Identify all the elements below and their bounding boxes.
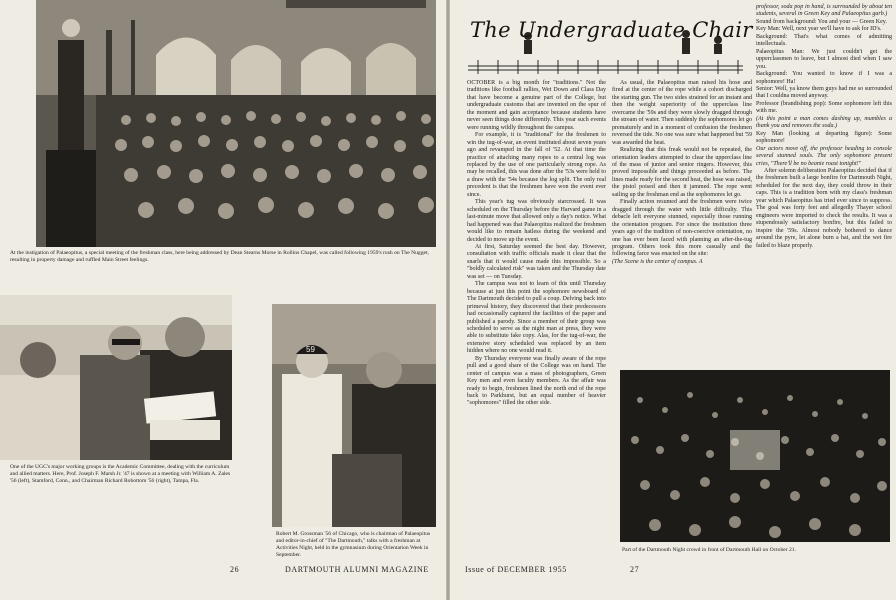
dartmouth-night-crowd-photo bbox=[620, 370, 890, 542]
paragraph: OCTOBER is a big month for "traditions." Not the traditions like football rallies, Wet Down and Class Day that have become a genuine part of the College, but undergraduate customs that are invented on the spur of the moment and gain acceptance because students have never seen things done differently. This year such events were running wildly throughout the campus. bbox=[467, 80, 606, 131]
main-photo-caption: At the instigation of Palaeopitus, a special meeting of the freshman class, here being addressed by Dean Stearns Morse in Rollins Chapel, was called following 1959's rush on The Nugget, resulting in property damage and ruffled Main Street feelings. bbox=[10, 250, 429, 263]
paragraph: Senior: Well, ya know them guys had me so surrounded that I couldna moved anyway. bbox=[756, 85, 892, 100]
assembly-photo bbox=[36, 0, 436, 247]
committee-photo bbox=[0, 295, 232, 460]
left-page bbox=[0, 0, 446, 600]
article-column-2 bbox=[612, 80, 752, 266]
committee-photo-caption: One of the UGC's major working groups is the Academic Committee, dealing with the curriculum and allied matters. Here, Prof. Joseph F. Marsh Jr. '47 is shown at a meeting with William A. Zales '56 (left), Stamford, Conn., and Chairman Richard Robottom '56 (right), Tampa, Fla. bbox=[10, 464, 231, 484]
magazine-title-footer: DARTMOUTH ALUMNI MAGAZINE bbox=[285, 565, 429, 574]
svg-text:59: 59 bbox=[306, 345, 315, 354]
article-column-3 bbox=[756, 4, 892, 250]
right-page-number: 27 bbox=[630, 565, 640, 574]
paragraph: Realizing that this freak would not be repeated, the orientation leaders attempted to clear the upperclass line of the mass of junior and senior ringers. However, this proved impossible and things proceeded as before. The lines made ready for the second heat, the hose was raised, the pistol poised and then it jammed. The rope went sailing up the freshman end as the sophomores let go. bbox=[612, 147, 752, 198]
left-page-number: 26 bbox=[230, 565, 240, 574]
article-column-1 bbox=[467, 80, 606, 408]
paragraph: By Thursday everyone was finally aware of the rope pull and a good share of the College was on hand. The center of campus was a mass of photographers, Green Key men and even faculty members. As the affair was ready to begin, freshmen lined the north end of the rope back to Parkhurst, but an equal number of heavier "sophomores" filled the other side. bbox=[467, 355, 606, 407]
paragraph: (At this point a man comes dashing up, mumbles a thank you and removes the soda.) bbox=[756, 115, 892, 130]
paragraph: The campus was not to learn of this until Thursday because at just this point the sophomore newsboard of The Dartmouth decided to pull a coup. Delving back into primeval history, they discovered that their predecessors had occasionally captured the facilities of the paper and published a parody. Since a member of their group was scheduled to serve as the night man at press, they were able to substitute fake copy. Alas, for the tug-of-war, the extensive story scheduled was replaced by an item hidden where no one would read it. bbox=[467, 281, 606, 355]
right-page bbox=[450, 0, 896, 600]
paragraph: This year's tug was obviously starcrossed. It was scheduled on the Thursday before the Harvard game in a last-minute move that allowed only a day's notice. What had happened was that Palaeopitus realized the freshmen would like to remain hatless during the weekend and decided to move up the event. bbox=[467, 199, 606, 243]
paragraph: (The Scene is the center of campus. A bbox=[612, 258, 703, 265]
paragraph: Background: You wanted to know if I was a sophomore! Ha! bbox=[756, 71, 892, 85]
paragraph: Key Man: Well, next year we'll have to ask for ID's. bbox=[756, 26, 882, 33]
issue-date-footer: Issue of DECEMBER 1955 bbox=[465, 565, 567, 574]
paragraph: Our actors move off, the professor heading to console several stunned souls. The only sophomore present cries, "There'll be no beanie roast tonight!" bbox=[756, 145, 892, 167]
activities-night-caption: Robert M. Grossman '56 of Chicago, who is chairman of Palaeopitus and editor-in-chief of "The Dartmouth," talks with a freshman at Activities Night, held in the gymnasium during Orientation Week in September. bbox=[276, 531, 431, 558]
paragraph: Key Man (looking at departing figure): Some sophomore! bbox=[756, 130, 892, 145]
paragraph: At first, Saturday seemed the best day. However, consultation with traffic officials made it clear that the snarls that it would cause made this impossible. So a "boldly calculated risk" was taken and the Thursday date was set — on Tuesday. bbox=[467, 243, 606, 280]
paragraph: As usual, the Palaeopitus man raised his hose and fired at the center of the rope while a cohort discharged the starting gun. The two sides strained for an instant and then the weight superiority of the upperclass line overcame the '59s and they were slowly dragged through the stream of water. Then suddenly the sophomores let go prematurely and in a moment of confusion the freshmen reversed the tide. No one was sure what happened but '59 was awarded the heat. bbox=[612, 80, 752, 146]
article-title: The Undergraduate Chair bbox=[470, 18, 753, 42]
paragraph: Palaeopitus Man: We just couldn't get the upperclassmen to leave, but I almost died when I saw you. bbox=[756, 48, 892, 70]
paragraph: For example, it is "traditional" for the freshmen to win the tug-of-war, an event instituted about seven years ago and revamped in the fall of '52. At that time the practice of attaching many ropes to a central log was replaced by the use of one particularly strong rope. As may be recalled, this was done after the '53s were held to a draw with the '54s because the log split. The only real precedent is that the freshmen have won the event ever since. bbox=[467, 132, 606, 198]
crowd-photo-caption: Part of the Dartmouth Night crowd in front of Dartmouth Hall on October 21. bbox=[622, 547, 796, 553]
paragraph: Sound from background: You and your — Green Key. bbox=[756, 18, 887, 25]
paragraph: Background: That's what comes of admitting intellectuals. bbox=[756, 33, 892, 48]
paragraph: Finally action resumed and the freshmen were twice dragged through the water with little difficulty. This debacle left everyone stunned, especially those running the orientation program. For since the institution three years ago of the tradition of non-coercive orientation, no one has ever been faced with planning an after-the-tug program. Others took this more casually and the following farce was enacted on the site: bbox=[612, 199, 752, 258]
activities-night-photo bbox=[272, 304, 436, 527]
paragraph: professor, soda pop in hand, is surrounded by about ten students, several in Green Key and Palaeopitus garb.) bbox=[756, 4, 892, 18]
paragraph: Professor (brandishing pop): Some sophomore left this with me. bbox=[756, 100, 892, 115]
paragraph: After solemn deliberation Palaeopitus decided that if the freshmen built a large bonfire for Dartmouth Night, scheduled for the next day, they could throw in their caps. This is a tradition born with my class's freshman year which Palaeopitus has tried ever since to suppress. The goal was forty feet and allegedly Thayer school engineers were imported to check the results. It was a stupendously satisfactory bonfire, but this failed to inspire the '59s. Almost nobody bothered to dance around the pyre, let alone burn a hat, and the wet fire failed to blaze properly. bbox=[756, 167, 892, 249]
